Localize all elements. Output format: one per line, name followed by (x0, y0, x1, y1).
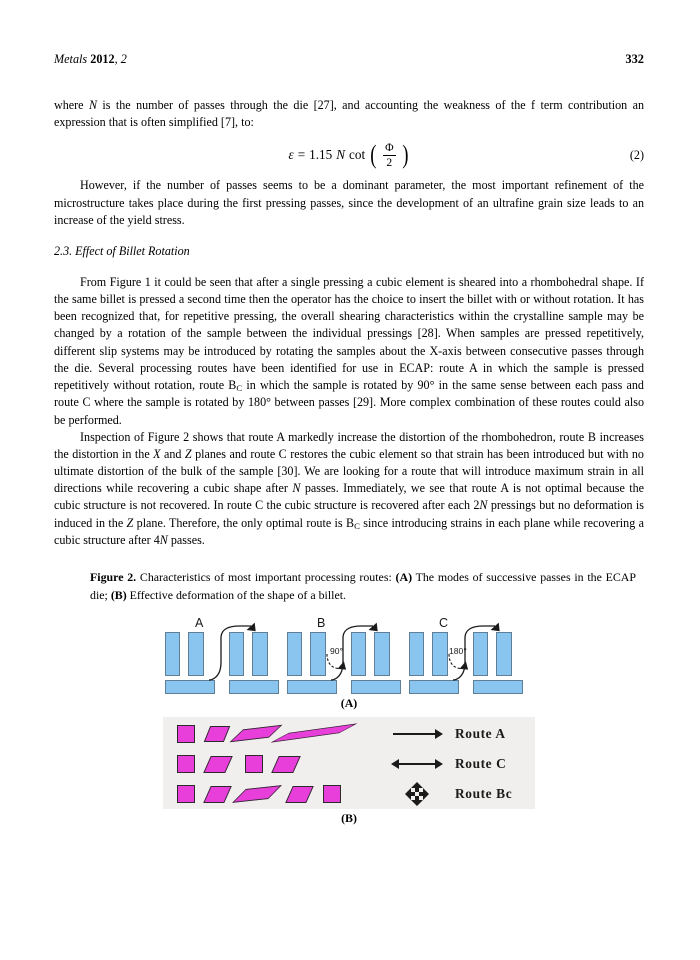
route-label-bc: Route Bc (455, 785, 513, 801)
where-lead: where (54, 98, 89, 112)
rotation-angle-label-180: 180° (449, 645, 467, 656)
equation-fraction (382, 142, 397, 169)
die-group-route-b (287, 615, 403, 694)
figure-caption-text-2: The modes of successive passes in the ECAP die; (90, 570, 636, 602)
pass-transfer-arrow-icon (165, 615, 281, 694)
figure-caption-text-1: Characteristics of most important processing routes: (136, 570, 396, 585)
variable-2n: N (479, 498, 488, 513)
inspection-part-1: Inspection of Figure 2 shows that route A markedly increase the distortion of the rhombohedron, route B increases the distortion in the (54, 429, 644, 461)
route-b-subscript-c: C (236, 383, 243, 394)
billet-shape-sequence-bc (171, 779, 379, 809)
die-group-label-b: B (317, 615, 326, 630)
figure-caption-tag-b: (B) (110, 587, 127, 602)
arrow-right-icon (389, 727, 445, 741)
inspection-part-4: passes. Immediately, we see that route A is not optimal because the cubic structure is not recovered. In route C the cubic structure is recovered after each 2 (54, 481, 644, 513)
billet-shape (285, 786, 314, 803)
panel-b-tag: (B) (341, 810, 357, 825)
fraction-numerator: Φ (385, 141, 394, 155)
billet-shape (232, 785, 282, 803)
equation-variable-n: N (336, 147, 346, 163)
route-row-a (163, 719, 535, 749)
where-rest: is the number of passes through the die [27], and accounting the weakness of the f term contribution an expression that is often simplified [7], to: (54, 98, 644, 130)
route-row-c (163, 749, 535, 779)
equation-epsilon: ε (288, 147, 294, 163)
die-group-route-c (409, 615, 525, 694)
paragraph-from-figure-1 (54, 274, 644, 429)
die-group-label-a: A (195, 615, 204, 630)
paren-close: ) (402, 139, 409, 169)
panel-b-wrapper (163, 717, 535, 809)
arrow-left-right-icon (389, 757, 445, 771)
running-head (54, 52, 644, 67)
equation-number: (2) (629, 147, 644, 162)
route-label-c: Route C (455, 755, 507, 771)
fraction-denominator: 2 (386, 155, 393, 169)
route-arrow-cell-a (379, 719, 455, 749)
figure-2-graphic (54, 615, 644, 826)
billet-shape (177, 725, 195, 743)
variable-x: X (153, 446, 161, 461)
inspection-part-5: pressings but no deformation is induced in the (54, 498, 644, 530)
variable-n-passes: N (292, 481, 301, 496)
billet-shape (271, 723, 358, 742)
inspection-part-3: planes and route C restores the cubic element so that strain has been introduced but with no ultimate distortion of the bulk of the sample [30]. We are looking for a route that will introduce maximum strain in all directions while recovering a cubic shape after (54, 446, 644, 496)
page-number: 332 (625, 52, 644, 66)
spacer (54, 229, 644, 244)
variable-n: N (88, 98, 98, 112)
route-row-bc (163, 779, 535, 809)
equation-function-cot: cot (349, 147, 366, 163)
route-arrow-cell-bc (379, 779, 455, 809)
rotation-angle-label-90: 90° (330, 645, 343, 656)
journal-citation (54, 52, 127, 67)
inspection-part-7: since introducing strains in each plane while recovering a cubic structure after 4 (54, 515, 644, 548)
equation-coefficient: 1.15 (309, 147, 333, 163)
from-figure-part-2: in which the sample is rotated by 90° in the same sense between each pass and route C where the sample is rotated by 180° between passes [29]. More complex combination of these routes could also be performed. (54, 377, 644, 427)
inspection-part-8: passes. (167, 533, 205, 548)
journal-year: 2012 (90, 52, 115, 66)
inspection-part-2: and (160, 446, 185, 461)
equation-2-row (54, 135, 644, 175)
paragraph-where (54, 97, 644, 131)
equation-equals: = (297, 147, 306, 163)
panel-a-ecap-die-modes (163, 615, 535, 694)
pass-transfer-arrow-icon (287, 615, 403, 694)
route-label-a: Route A (455, 725, 506, 741)
die-group-label-c: C (439, 615, 449, 630)
panel-a-tag: (A) (340, 695, 358, 710)
paragraph-however: However, if the number of passes seems to be a dominant parameter, the most important refinement of the microstructure takes place during the first pressing passes, since the development of an ultrafine grain size leads to an increase of the yield stress. (54, 178, 644, 227)
route-bc-subscript: C (354, 520, 360, 531)
billet-shape-sequence-a (171, 719, 379, 749)
variable-z: Z (184, 446, 192, 461)
billet-shape (271, 756, 301, 773)
spacer (54, 549, 644, 569)
journal-name: Metals (54, 52, 88, 66)
inspection-part-6: plane. Therefore, the only optimal route is B (133, 515, 355, 530)
equation-2 (288, 139, 410, 169)
billet-shape (177, 755, 195, 773)
section-heading-2-3: 2.3. Effect of Billet Rotation (54, 243, 190, 258)
figure-caption-label: Figure 2. (90, 570, 137, 585)
billet-shape (177, 785, 195, 803)
variable-4n: N (159, 533, 168, 548)
cyclic-rotation-icon (404, 781, 430, 807)
billet-shape (203, 786, 232, 803)
figure-caption-tag-a: (A) (395, 570, 413, 585)
billet-shape (323, 785, 341, 803)
die-group-route-a (165, 615, 281, 694)
pass-transfer-arrow-icon (409, 615, 525, 694)
spacer (54, 259, 644, 274)
figure-caption-text-3: Effective deformation of the shape of a billet. (126, 587, 347, 602)
billet-shape (245, 755, 263, 773)
billet-shape (203, 756, 233, 773)
paragraph-inspection (54, 429, 644, 550)
figure-2-caption (90, 569, 636, 604)
from-figure-part-1: From Figure 1 it could be seen that after a single pressing a cubic element is sheared into a rhombohedral shape. If the same billet is pressed a second time then the operator has the choice to insert the billet with or without rotation. It has been recognized that, for repetitive pressing, the overall shearing characteristics within the crystalline sample may be changed by a rotation of the sample between the individual pressings [28]. When samples are pressed repetitively, different slip systems may be introduced by rotating the samples about the X-axis between consecutive passes through the die. Several processing routes have been identified for use in ECAP: route A in which the sample is pressed repetitively without rotation, route B (54, 274, 644, 392)
route-arrow-cell-c (379, 749, 455, 779)
journal-volume: 2 (120, 52, 127, 66)
citation-comma: , (114, 52, 118, 66)
billet-shape-sequence-c (171, 749, 379, 779)
variable-z-plane: Z (126, 515, 134, 530)
panel-b-billet-deformation (163, 717, 535, 809)
billet-shape (204, 726, 230, 742)
paren-open: ( (370, 139, 377, 169)
